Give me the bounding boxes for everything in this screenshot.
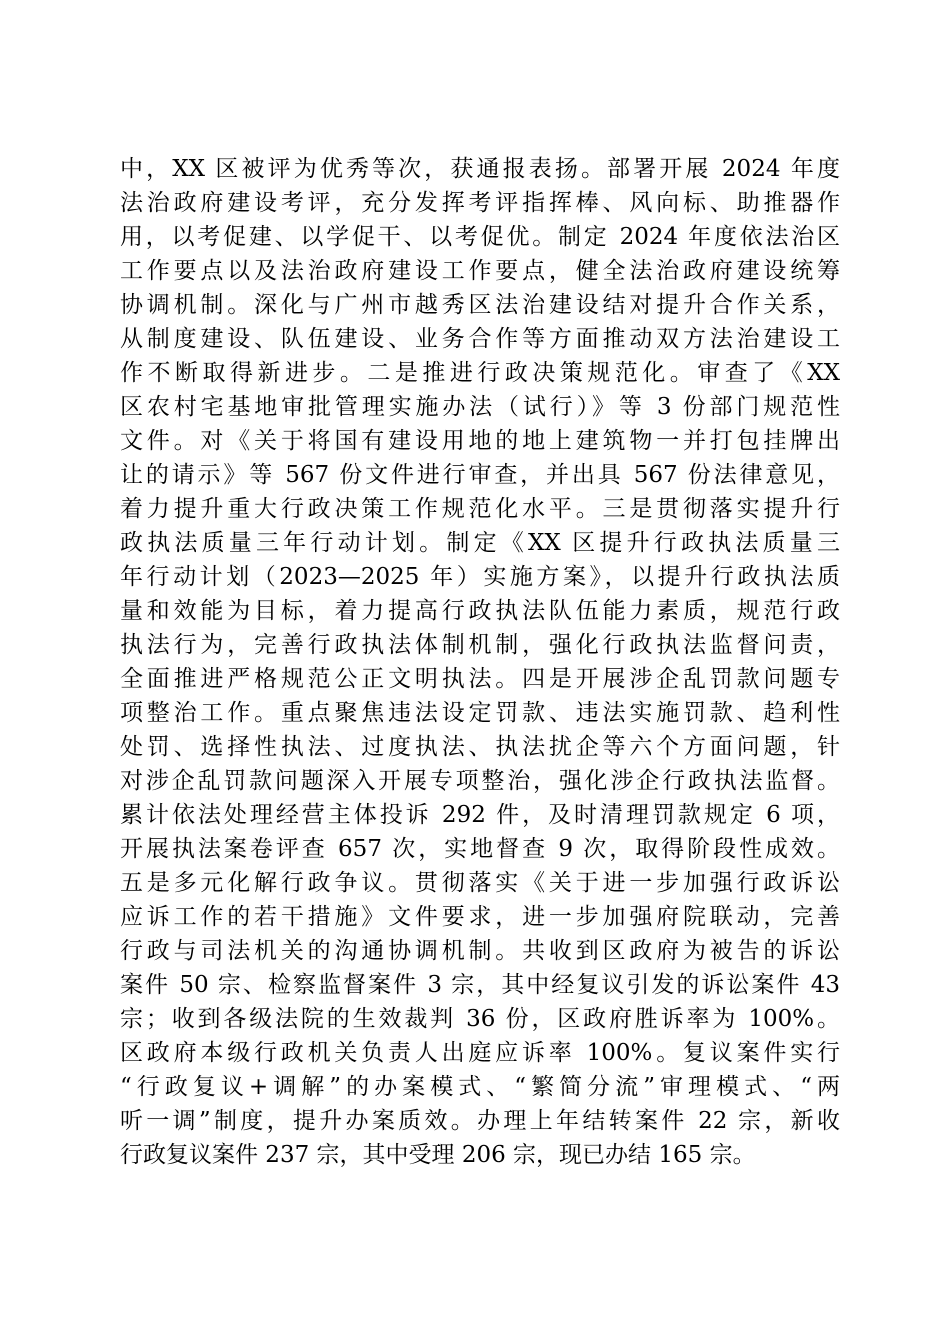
text-line: 案件 50 宗、检察监督案件 3 宗，其中经复议引发的诉讼案件 43 xyxy=(120,972,840,998)
text-line: 宗；收到各级法院的生效裁判 36 份，区政府胜诉率为 100%。 xyxy=(120,1006,840,1032)
text-line: 着力提升重大行政决策工作规范化水平。三是贯彻落实提升行 xyxy=(120,496,840,522)
text-line: 让的请示》等 567 份文件进行审查，并出具 567 份法律意见， xyxy=(120,462,840,488)
text-line: 量和效能为目标，着力提高行政执法队伍能力素质，规范行政 xyxy=(120,598,840,624)
text-line: 从制度建设、队伍建设、业务合作等方面推动双方法治建设工 xyxy=(120,326,840,352)
text-line: 文件。对《关于将国有建设用地的地上建筑物一并打包挂牌出 xyxy=(120,428,840,454)
text-line: 全面推进严格规范公正文明执法。四是开展涉企乱罚款问题专 xyxy=(120,666,840,692)
text-line: 法治政府建设考评，充分发挥考评指挥棒、风向标、助推器作 xyxy=(120,190,840,216)
text-line: 五是多元化解行政争议。贯彻落实《关于进一步加强行政诉讼 xyxy=(120,870,840,896)
body-text xyxy=(120,152,840,1172)
text-line: 政执法质量三年行动计划。制定《XX 区提升行政执法质量三 xyxy=(120,530,840,556)
text-line: 对涉企乱罚款问题深入开展专项整治，强化涉企行政执法监督。 xyxy=(120,768,840,794)
text-line: 协调机制。深化与广州市越秀区法治建设结对提升合作关系， xyxy=(120,292,840,318)
text-line: 区政府本级行政机关负责人出庭应诉率 100%。复议案件实行 xyxy=(120,1040,840,1066)
text-line: 年行动计划（2023—2025 年）实施方案》，以提升行政执法质 xyxy=(120,564,840,590)
text-line: 区农村宅基地审批管理实施办法（试行）》等 3 份部门规范性 xyxy=(120,394,840,420)
text-line: 听一调”制度，提升办案质效。办理上年结转案件 22 宗，新收 xyxy=(120,1108,840,1134)
text-line: “行政复议+调解”的办案模式、“繁简分流”审理模式、“两 xyxy=(120,1074,840,1100)
text-line: 应诉工作的若干措施》文件要求，进一步加强府院联动，完善 xyxy=(120,904,840,930)
text-line: 处罚、选择性执法、过度执法、执法扰企等六个方面问题，针 xyxy=(120,734,840,760)
text-line: 项整治工作。重点聚焦违法设定罚款、违法实施罚款、趋利性 xyxy=(120,700,840,726)
text-line: 行政复议案件 237 宗，其中受理 206 宗，现已办结 165 宗。 xyxy=(120,1142,756,1168)
text-line: 中，XX 区被评为优秀等次，获通报表扬。部署开展 2024 年度 xyxy=(120,156,840,182)
text-line: 执法行为，完善行政执法体制机制，强化行政执法监督问责， xyxy=(120,632,840,658)
text-line: 工作要点以及法治政府建设工作要点，健全法治政府建设统筹 xyxy=(120,258,840,284)
text-line: 行政与司法机关的沟通协调机制。共收到区政府为被告的诉讼 xyxy=(120,938,840,964)
text-line: 用，以考促建、以学促干、以考促优。制定 2024 年度依法治区 xyxy=(120,224,840,250)
text-line: 开展执法案卷评查 657 次，实地督查 9 次，取得阶段性成效。 xyxy=(120,836,840,862)
text-line: 累计依法处理经营主体投诉 292 件，及时清理罚款规定 6 项， xyxy=(120,802,840,828)
text-line: 作不断取得新进步。二是推进行政决策规范化。审查了《XX xyxy=(120,360,840,386)
